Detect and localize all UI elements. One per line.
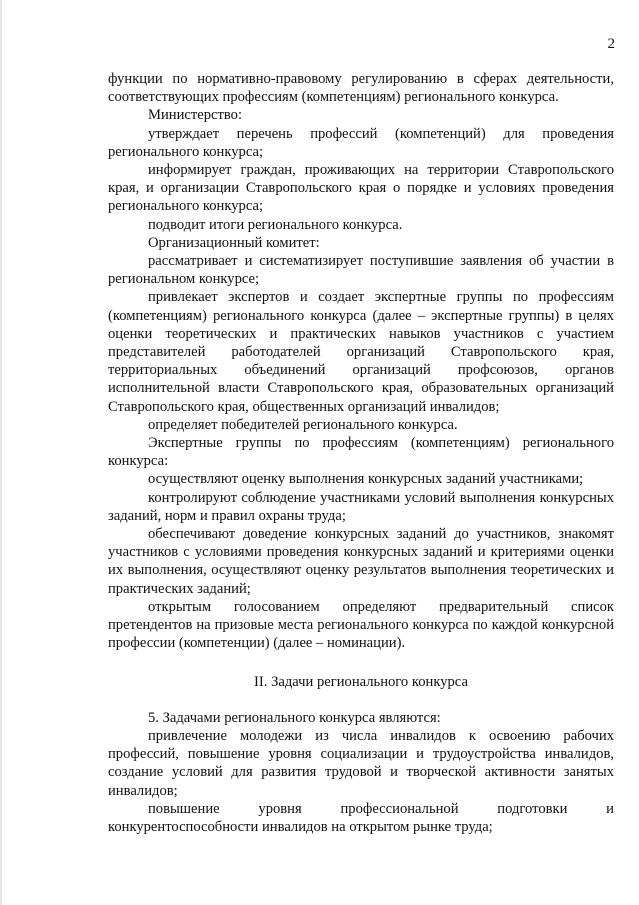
paragraph: Экспертные группы по профессиям (компетенциям) регионального конкурса: [108,435,614,470]
paragraph: Организационный комитет: [148,234,320,251]
scan-edge [0,0,2,905]
paragraph: 5. Задачами регионального конкурса являются: [148,709,441,726]
paragraph: информирует граждан, проживающих на территории Ставропольского края, и организации Ставропольского края о порядке и условиях проведения регионального конкурса; [108,162,614,215]
paragraph: контролируют соблюдение участниками условий выполнения конкурсных заданий, норм и правил охраны труда; [108,489,614,524]
paragraph: рассматривает и систематизирует поступившие заявления об участии в региональном конкурсе; [108,253,614,288]
paragraph: определяет победителей регионального конкурса. [148,416,458,433]
section-heading: II. Задачи регионального конкурса [254,673,468,690]
paragraph: функции по нормативно-правовому регулированию в сферах деятельности, соответствующих профессиям (компетенциям) регионального конкурса. [108,71,614,106]
paragraph: привлечение молодежи из числа инвалидов к освоению рабочих профессий, повышение уровня социализации и трудоустройства инвалидов, создание условий для развития трудовой и творческой активности занятых инвалидов; [108,727,614,799]
paragraph: подводит итоги регионального конкурса. [148,216,403,233]
paragraph: Министерство: [148,107,243,124]
document-body [108,70,614,836]
paragraph: открытым голосованием определяют предварительный список претендентов на призовые места регионального конкурса по каждой конкурсной профессии (компетенции) (далее – номинации). [108,598,614,652]
paragraph: привлекает экспертов и создает экспертные группы по профессиям (компетенциям) регионального конкурса (далее – экспертные группы) в целях оценки теоретических и практических навыков участников с участием представителей работодателей организаций Ставропольского края, территориальных объединений организаций профсоюзов, органов исполнительной власти Ставропольского края, образовательных организаций Ставропольского края, общественных организаций инвалидов; [108,289,614,415]
page-number: 2 [607,36,615,52]
paragraph: обеспечивают доведение конкурсных заданий до участников, знакомят участников с условиями проведения конкурсных заданий и критериями оценки их выполнения, осуществляют оценку результатов выполнения теоретических и практических заданий; [108,526,614,597]
paragraph: повышение уровня профессиональной подготовки и конкурентоспособности инвалидов на открытом рынке труда; [108,800,614,835]
paragraph: осуществляют оценку выполнения конкурсных заданий участниками; [148,471,584,488]
paragraph: утверждает перечень профессий (компетенций) для проведения регионального конкурса; [108,125,614,160]
